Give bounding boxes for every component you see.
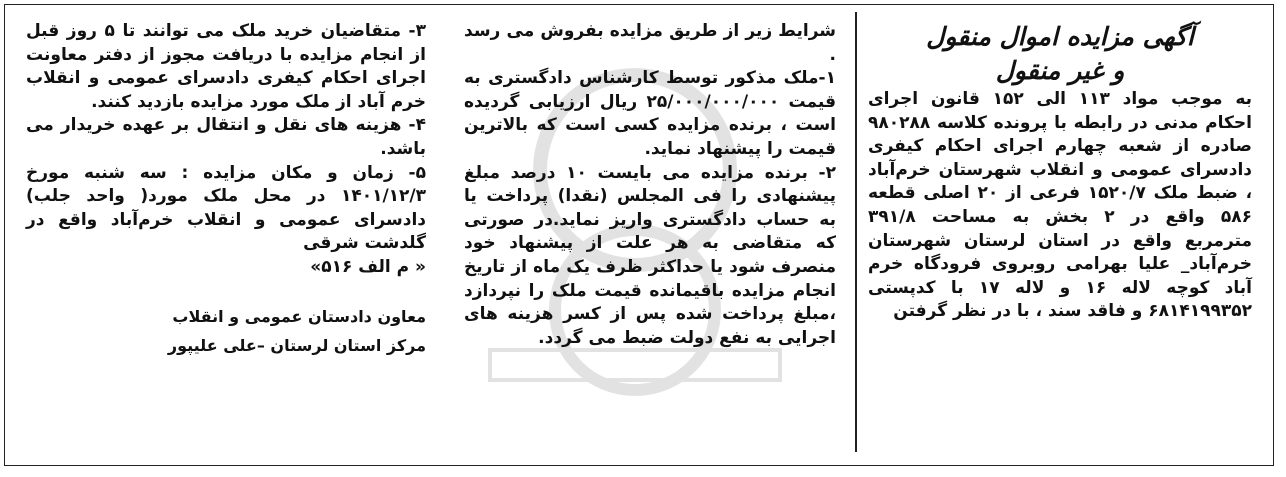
condition-item-5: ۵- زمان و مکان مزایده : سه شنبه مورخ ۱۴۰۱/۱۲/۳ در محل ملک مورد( واحد جلب) دادسرای عمومی و انقلاب خرم‌آباد واقع در گلدشت شرقی	[26, 162, 426, 254]
notice-title	[868, 20, 1252, 88]
condition-item-3: ۳- متقاضیان خرید ملک می توانند تا ۵ روز قبل از انجام مزایده با دریافت مجوز از دفتر معاونت اجرای احکام کیفری دادسرای عمومی و انقلاب خرم آباد از ملک مورد مزایده بازدید کنند.	[26, 21, 426, 112]
condition-item-4: ۴- هزینه های نقل و انتقال بر عهده خریدار می باشد.	[26, 115, 426, 159]
signature-name: مرکز استان لرستان –علی علیپور	[167, 335, 426, 355]
column-divider	[855, 12, 857, 452]
signature-title: معاون دادستان عمومی و انقلاب	[172, 306, 426, 326]
condition-item-1: ۱-ملک مذکور توسط کارشناس دادگستری به قیمت ۲۵/۰۰۰/۰۰۰/۰۰۰ ریال ارزیابی گردیده است ، برنده مزایده کسی است که بالاترین قیمت را پیشنهاد نماید.	[464, 68, 837, 159]
left-column	[26, 21, 426, 360]
title-line-2: و غیر منقول	[995, 56, 1125, 85]
right-column	[868, 20, 1252, 324]
reference-code: « م الف ۵۱۶»	[310, 256, 426, 277]
intro-paragraph: به موجب مواد ۱۱۳ الی ۱۵۲ قانون اجرای احکام مدنی در رابطه با پرونده کلاسه ۹۸۰۲۸۸ صادره از شعبه چهارم اجرای احکام کیفری دادسرای عمومی و انقلاب شهرستان خرم‌آباد ، ضبط ملک ۱۵۲۰/۷ فرعی از ۲۰ اصلی قطعه ۵۸۶ واقع در ۲ بخش به مساحت ۳۹۱/۸ مترمربع واقع در استان لرستان شهرستان خرم‌آباد_ علیا بهرامی روبروی فرودگاه خرم آباد کوچه لاله ۱۶ و لاله ۱۷ با کدپستی ۶۸۱۴۱۹۹۳۵۲ و فاقد سند ، با در نظر گرفتن	[868, 89, 1253, 322]
title-line-1: آگهی مزایده اموال منقول	[926, 22, 1194, 51]
condition-item-2: ۲- برنده مزایده می بایست ۱۰ درصد مبلغ پیشنهادی را فی المجلس (نقدا) پرداخت یا به حساب دادگستری واریز نماید.در صورتی که متقاضی به هر علت از پیشنهاد خود منصرف شود یا حداکثر ظرف یک ماه از تاریخ انجام مزایده باقیمانده قیمت ملک را نپردازد ،مبلغ پرداخت شده پس از کسر هزینه های اجرایی به نفع دولت ضبط می گردد.	[464, 162, 836, 348]
signature-block	[26, 302, 426, 360]
middle-column	[464, 21, 837, 350]
conditions-intro: شرایط زیر از طریق مزایده بفروش می رسد .	[464, 21, 836, 65]
